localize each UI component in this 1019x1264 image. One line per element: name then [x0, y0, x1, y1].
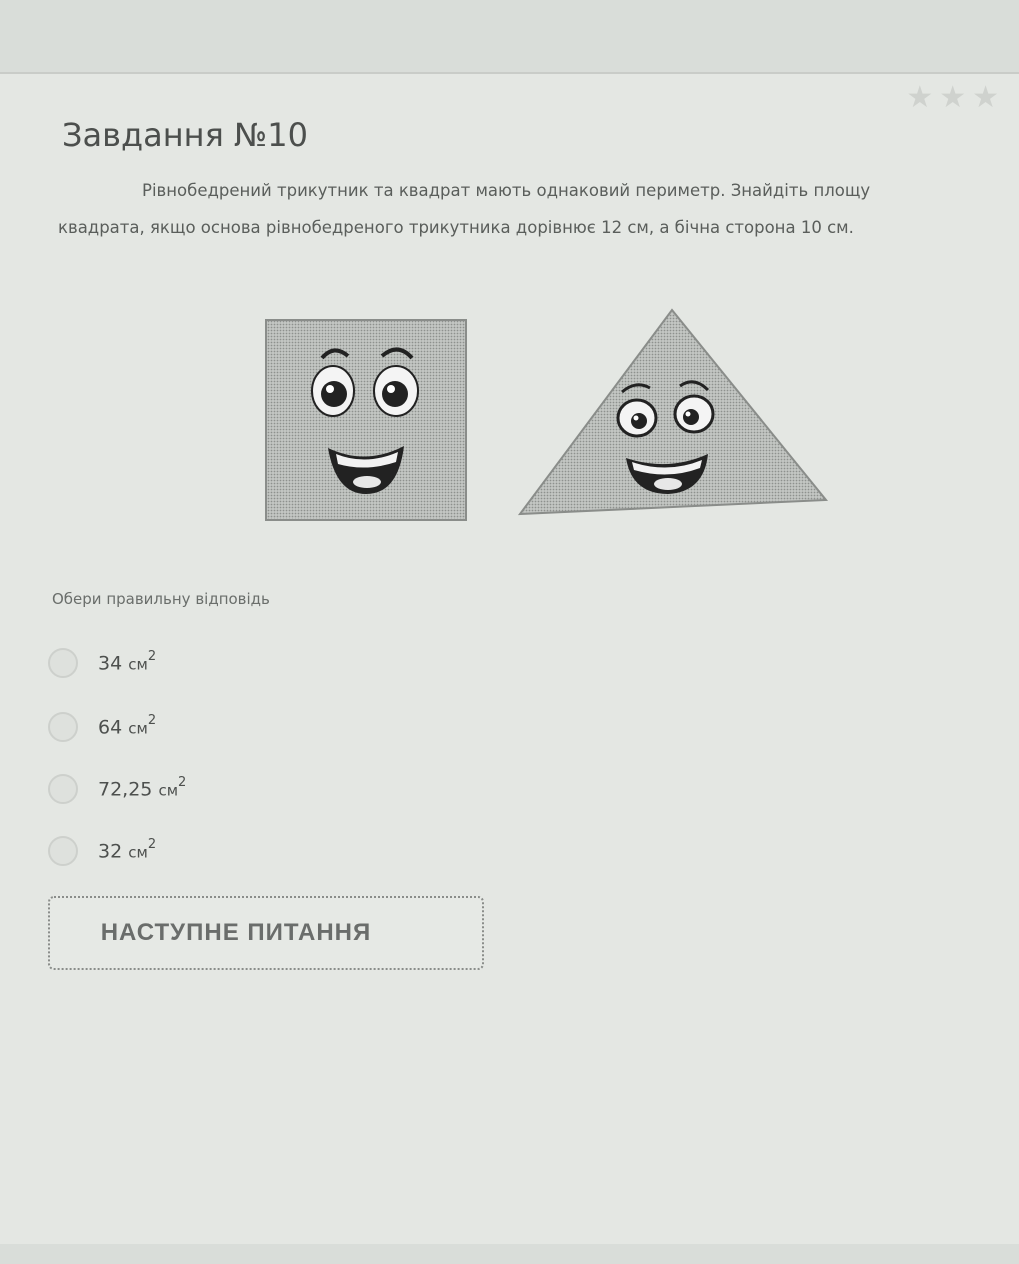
answer-option[interactable] [48, 648, 156, 678]
option-label: 72,25 $см^2$ [98, 775, 187, 801]
answer-prompt: Обери правильну відповідь [52, 590, 270, 608]
radio-button[interactable] [48, 712, 78, 742]
triangle-figure [520, 310, 826, 514]
option-label: 34 $см^2$ [98, 649, 157, 675]
rating-stars[interactable]: ★★★ [906, 80, 1005, 115]
task-card [0, 72, 1019, 1244]
radio-button[interactable] [48, 774, 78, 804]
next-question-button[interactable] [48, 896, 484, 970]
task-title: Завдання №10 [62, 116, 308, 154]
radio-button[interactable] [48, 648, 78, 678]
radio-button[interactable] [48, 836, 78, 866]
option-label: 64 $см^2$ [98, 713, 157, 739]
option-label: 32 $см^2$ [98, 837, 157, 863]
figures-illustration [0, 74, 1019, 634]
next-question-label: НАСТУПНЕ ПИТАННЯ [100, 919, 372, 946]
square-figure [266, 320, 466, 520]
answer-option[interactable] [48, 836, 156, 866]
answer-option[interactable] [48, 712, 156, 742]
answer-option[interactable] [48, 774, 186, 804]
task-description: Рівнобедрений трикутник та квадрат мають однаковий периметр. Знайдіть площу квадрата, якщо основа рівнобедреного трикутника дорівнює 12 см, а бічна сторона 10 см. [58, 181, 871, 237]
